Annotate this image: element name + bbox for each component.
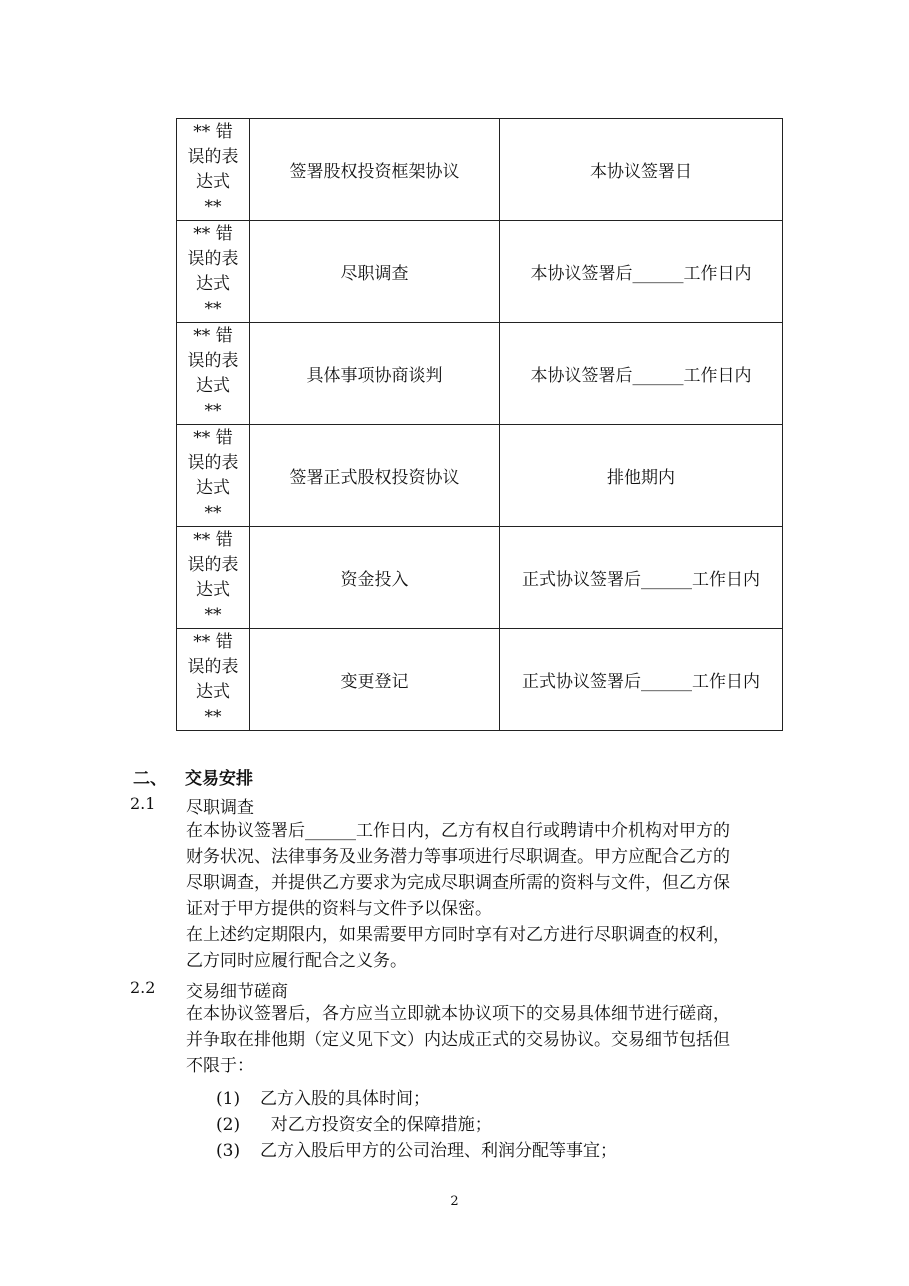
cell-line: 误的表: [187, 657, 239, 677]
cell-line: 达式: [196, 580, 230, 600]
cell-line: ** 错: [193, 224, 233, 244]
table-row: [177, 221, 783, 323]
subsection-title: 交易细节磋商: [186, 982, 288, 1002]
error-cell: [177, 323, 250, 425]
cell-line: ** 错: [193, 530, 233, 550]
event-cell: 变更登记: [250, 629, 500, 731]
cell-line: ** 错: [193, 428, 233, 448]
text-line: 证对于甲方提供的资料与文件予以保密。: [186, 899, 492, 919]
text-line: 不限于：: [186, 1056, 254, 1076]
cell-line: 达式: [196, 478, 230, 498]
cell-line: ** 错: [193, 122, 233, 142]
cell-line: **: [204, 299, 222, 319]
page-number: 2: [450, 1194, 459, 1209]
cell-line: **: [204, 605, 222, 625]
table-row: [177, 527, 783, 629]
cell-line: **: [204, 401, 222, 421]
section-title: 交易安排: [185, 769, 253, 789]
table-row: [177, 119, 783, 221]
cell-line: 误的表: [187, 249, 239, 269]
list-item-number: (1): [216, 1089, 241, 1109]
timing-cell: 本协议签署后______工作日内: [500, 323, 783, 425]
cell-line: 误的表: [187, 351, 239, 371]
event-cell: 签署股权投资框架协议: [250, 119, 500, 221]
cell-line: 达式: [196, 172, 230, 192]
list-item-number: (3): [216, 1141, 241, 1161]
table-row: [177, 323, 783, 425]
list-item: [216, 1084, 430, 1109]
event-cell: 具体事项协商谈判: [250, 323, 500, 425]
table-row: [177, 425, 783, 527]
event-cell: 尽职调查: [250, 221, 500, 323]
error-cell: [177, 119, 250, 221]
timing-cell: 本协议签署日: [500, 119, 783, 221]
error-cell: [177, 221, 250, 323]
event-cell: 资金投入: [250, 527, 500, 629]
cell-line: **: [204, 197, 222, 217]
timing-cell: 正式协议签署后______工作日内: [500, 527, 783, 629]
event-cell: 签署正式股权投资协议: [250, 425, 500, 527]
error-cell: [177, 629, 250, 731]
cell-line: 误的表: [187, 453, 239, 473]
list-item-text: 对乙方投资安全的保障措施；: [260, 1115, 492, 1135]
subsection-number: 2.2: [130, 978, 156, 997]
cell-line: ** 错: [193, 326, 233, 346]
text-line: 乙方同时应履行配合之义务。: [186, 951, 407, 971]
list-item: [216, 1136, 617, 1161]
cell-line: **: [204, 707, 222, 727]
error-cell: [177, 425, 250, 527]
list-item: [216, 1110, 492, 1135]
cell-line: **: [204, 503, 222, 523]
text-line: 并争取在排他期（定义见下文）内达成正式的交易协议。交易细节包括但: [186, 1030, 730, 1050]
text-line: 在本协议签署后______工作日内，乙方有权自行或聘请中介机构对甲方的: [186, 821, 730, 841]
subsection-title: 尽职调查: [186, 798, 254, 818]
text-line: 尽职调查，并提供乙方要求为完成尽职调查所需的资料与文件，但乙方保: [186, 873, 730, 893]
cell-line: 达式: [196, 274, 230, 294]
table-row: [177, 629, 783, 731]
paragraph: [186, 922, 782, 974]
list-item-text: 乙方入股后甲方的公司治理、利润分配等事宜；: [260, 1141, 617, 1161]
list-item-number: (2): [216, 1115, 241, 1135]
timing-cell: 正式协议签署后______工作日内: [500, 629, 783, 731]
cell-line: 达式: [196, 376, 230, 396]
text-line: 财务状况、法律事务及业务潜力等事项进行尽职调查。甲方应配合乙方的: [186, 847, 730, 867]
subsection-number: 2.1: [130, 794, 156, 813]
text-line: 在本协议签署后，各方应当立即就本协议项下的交易具体细节进行磋商，: [186, 1004, 730, 1024]
section-number: 二、: [133, 769, 167, 789]
text-line: 在上述约定期限内，如果需要甲方同时享有对乙方进行尽职调查的权利，: [186, 925, 730, 945]
schedule-table: [176, 118, 783, 731]
cell-line: 误的表: [187, 555, 239, 575]
timing-cell: 本协议签署后______工作日内: [500, 221, 783, 323]
cell-line: 误的表: [187, 147, 239, 167]
timing-cell: 排他期内: [500, 425, 783, 527]
cell-line: 达式: [196, 682, 230, 702]
error-cell: [177, 527, 250, 629]
section-heading: [133, 764, 253, 789]
paragraph: [186, 1001, 782, 1079]
paragraph: [186, 818, 782, 922]
list-item-text: 乙方入股的具体时间；: [260, 1089, 430, 1109]
cell-line: ** 错: [193, 632, 233, 652]
